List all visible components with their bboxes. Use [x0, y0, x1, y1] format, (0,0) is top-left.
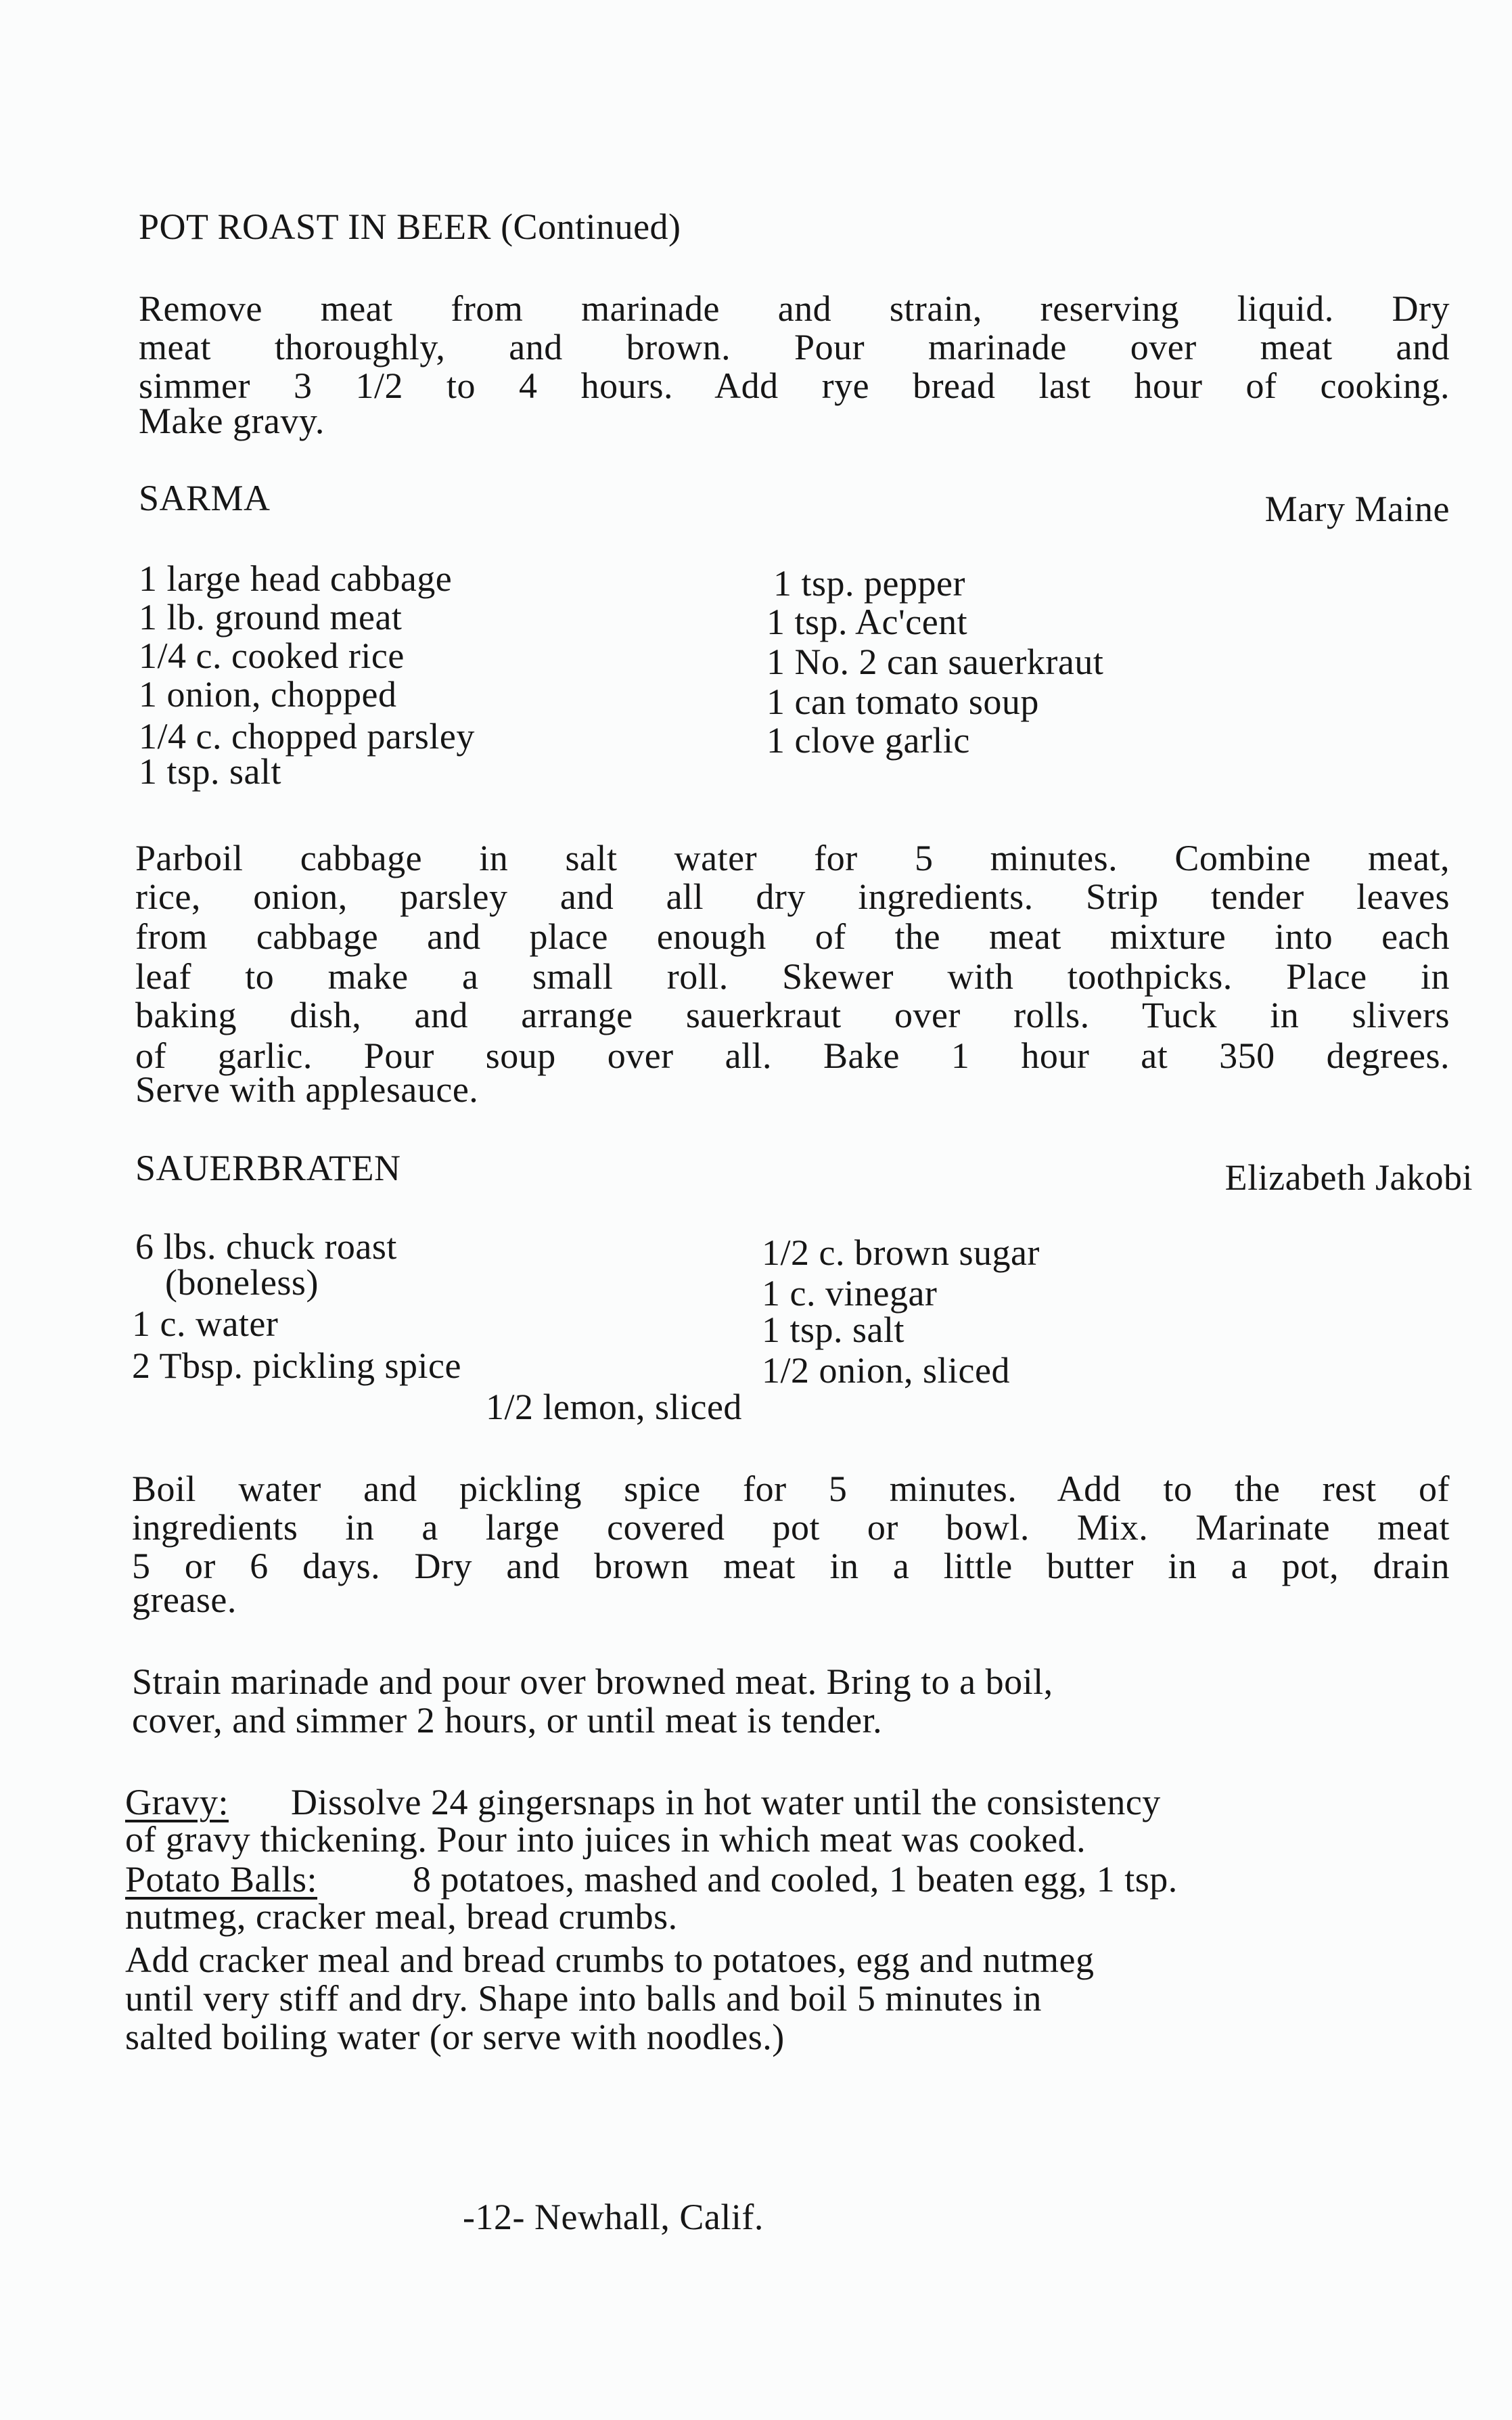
ingredient: 1 c. vinegar	[762, 1273, 938, 1314]
ingredient: 1/2 onion, sliced	[762, 1350, 1010, 1391]
recipe-title: SARMA	[139, 478, 271, 518]
potato-balls-label: Potato Balls:	[125, 1859, 318, 1900]
paragraph-line: 5 or 6 days. Dry and brown meat in a little butter in a pot, drain	[132, 1546, 1450, 1586]
ingredient: 2 Tbsp. pickling spice	[132, 1345, 461, 1386]
paragraph-line: baking dish, and arrange sauerkraut over rolls. Tuck in slivers	[135, 995, 1450, 1035]
recipe-author: Elizabeth Jakobi	[1224, 1157, 1473, 1198]
ingredient: 1 tsp. salt	[762, 1309, 905, 1350]
ingredient: 1 onion, chopped	[139, 674, 397, 715]
paragraph-line: nutmeg, cracker meal, bread crumbs.	[125, 1896, 678, 1937]
paragraph-line: Parboil cabbage in salt water for 5 minutes. Combine meat,	[135, 838, 1450, 878]
paragraph-line: 8 potatoes, mashed and cooled, 1 beaten egg, 1 tsp.	[413, 1859, 1178, 1900]
paragraph-line: Add cracker meal and bread crumbs to potatoes, egg and nutmeg	[125, 1940, 1095, 1980]
recipe-title: SAUERBRATEN	[135, 1148, 401, 1188]
gravy-label: Gravy:	[125, 1782, 229, 1822]
ingredient: 1 clove garlic	[766, 720, 970, 761]
paragraph-line: Make gravy.	[139, 401, 325, 441]
ingredient: 1/4 c. chopped parsley	[139, 716, 475, 757]
paragraph-line: Strain marinade and pour over browned meat. Bring to a boil,	[132, 1661, 1053, 1702]
paragraph-line: meat thoroughly, and brown. Pour marinade over meat and	[139, 327, 1450, 367]
paragraph-line: Dissolve 24 gingersnaps in hot water until the consistency	[291, 1782, 1161, 1822]
paragraph-line: cover, and simmer 2 hours, or until meat is tender.	[132, 1700, 883, 1741]
paragraph-line: Boil water and pickling spice for 5 minutes. Add to the rest of	[132, 1469, 1450, 1509]
paragraph-line: simmer 3 1/2 to 4 hours. Add rye bread last hour of cooking.	[139, 365, 1450, 406]
paragraph-line: Remove meat from marinade and strain, reserving liquid. Dry	[139, 288, 1450, 329]
ingredient: 1 lb. ground meat	[139, 597, 403, 637]
paragraph-line: grease.	[132, 1579, 237, 1620]
ingredient: 1 tsp. Ac'cent	[766, 602, 968, 642]
paragraph-line: of gravy thickening. Pour into juices in which meat was cooked.	[125, 1819, 1086, 1860]
ingredient: 1/4 c. cooked rice	[139, 635, 405, 676]
ingredient: 1 tsp. salt	[139, 751, 282, 792]
paragraph-line: of garlic. Pour soup over all. Bake 1 hour at 350 degrees.	[135, 1035, 1450, 1076]
ingredient: 1 can tomato soup	[766, 681, 1039, 722]
paragraph-line: Serve with applesauce.	[135, 1069, 479, 1110]
ingredient: 1/2 c. brown sugar	[762, 1232, 1040, 1273]
ingredient: 1 No. 2 can sauerkraut	[766, 642, 1104, 682]
ingredient: 1 tsp. pepper	[773, 563, 965, 604]
ingredient: 1 large head cabbage	[139, 558, 453, 599]
recipe-title-continued: POT ROAST IN BEER (Continued)	[139, 206, 681, 247]
paragraph-line: leaf to make a small roll. Skewer with toothpicks. Place in	[135, 956, 1450, 997]
ingredient: 6 lbs. chuck roast	[135, 1226, 397, 1267]
ingredient: (boneless)	[165, 1262, 319, 1303]
page-footer: -12- Newhall, Calif.	[463, 2197, 764, 2237]
ingredient: 1 c. water	[132, 1303, 279, 1344]
paragraph-line: rice, onion, parsley and all dry ingredients. Strip tender leaves	[135, 876, 1450, 917]
ingredient: 1/2 lemon, sliced	[486, 1387, 742, 1427]
paragraph-line: salted boiling water (or serve with noodles.)	[125, 2017, 785, 2057]
paragraph-line: from cabbage and place enough of the meat mixture into each	[135, 916, 1450, 957]
paragraph-line: until very stiff and dry. Shape into balls and boil 5 minutes in	[125, 1978, 1042, 2019]
paragraph-line: ingredients in a large covered pot or bowl. Mix. Marinate meat	[132, 1507, 1450, 1548]
recipe-author: Mary Maine	[1264, 489, 1450, 529]
